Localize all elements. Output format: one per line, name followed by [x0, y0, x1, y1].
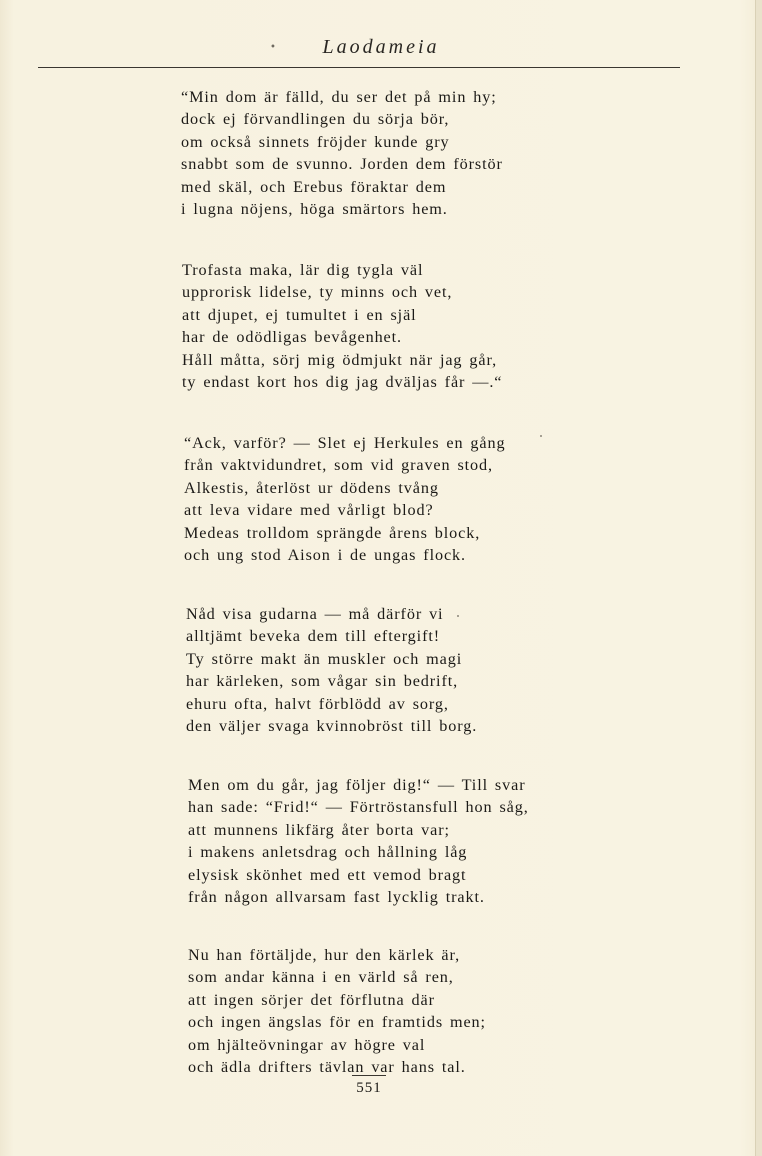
verse-line: att ingen sörjer det förflutna där	[188, 990, 435, 1009]
header-rule	[38, 67, 680, 68]
verse-line: att leva vidare med vårligt blod?	[184, 501, 434, 520]
verse-line: ehuru ofta, halvt förblödd av sorg,	[186, 694, 449, 713]
verse-line: har kärleken, som vågar sin bedrift,	[186, 672, 459, 691]
stanza-4	[186, 603, 477, 737]
stanza-2	[182, 259, 502, 393]
footer-rule	[352, 1075, 386, 1076]
page-number: 551	[356, 1080, 382, 1096]
verse-line: med skäl, och Erebus föraktar dem	[181, 177, 447, 196]
verse-line: att munnens likfärg åter borta var;	[188, 820, 450, 839]
verse-line: Håll måtta, sörj mig ödmjukt när jag går,	[182, 350, 498, 369]
verse-line: Nu han förtäljde, hur den kärlek är,	[188, 946, 461, 964]
verse-line: Ty större makt än muskler och magi	[186, 649, 463, 668]
page-edge	[755, 0, 762, 1156]
verse-line: om hjälteövningar av högre val	[188, 1035, 426, 1054]
verse-line: alltjämt beveka dem till eftergift!	[186, 627, 441, 646]
verse-line: ty endast kort hos dig jag dväljas får —.“	[182, 373, 503, 392]
verse-line: i makens anletsdrag och hållning låg	[188, 843, 468, 862]
verse-line: i lugna nöjens, höga smärtors hem.	[181, 200, 448, 219]
running-title: Laodameia	[322, 36, 440, 58]
verse-line: Trofasta maka, lär dig tygla väl	[182, 261, 424, 279]
verse-line: Alkestis, återlöst ur dödens tvång	[184, 478, 439, 497]
verse-line: om också sinnets fröjder kunde gry	[181, 132, 450, 151]
verse-line: “Min dom är fälld, du ser det på min hy;	[181, 88, 497, 106]
verse-line: från vaktvidundret, som vid graven stod,	[184, 456, 493, 475]
verse-line: och ingen ängslas för en framtids men;	[188, 1013, 486, 1032]
verse-line: Nåd visa gudarna — må därför vi	[186, 605, 444, 623]
verse-line: han sade: “Frid!“ — Förtröstansfull hon såg,	[188, 798, 529, 817]
verse-line: snabbt som de svunno. Jorden dem förstör	[181, 155, 503, 174]
stanza-6	[188, 944, 486, 1078]
verse-line: den väljer svaga kvinnobröst till borg.	[186, 717, 478, 736]
stanza-5	[188, 774, 529, 908]
running-header	[0, 36, 762, 59]
verse-line: “Ack, varför? — Slet ej Herkules en gång	[184, 434, 506, 452]
verse-line: och ädla drifters tävlan var hans tal.	[188, 1058, 466, 1077]
verse-line: elysisk skönhet med ett vemod bragt	[188, 865, 467, 884]
header-speck: •	[270, 42, 276, 53]
verse-line: upprorisk lidelse, ty minns och vet,	[182, 283, 453, 302]
verse-line: har de odödligas bevågenhet.	[182, 328, 402, 347]
verse-line: dock ej förvandlingen du sörja bör,	[181, 110, 450, 129]
paper-speck	[457, 615, 459, 617]
verse-line: som andar känna i en värld så ren,	[188, 968, 454, 987]
stanza-1	[181, 86, 503, 220]
stanza-3	[184, 432, 506, 566]
verse-line: Men om du går, jag följer dig!“ — Till svar	[188, 776, 526, 794]
verse-line: från någon allvarsam fast lycklig trakt.	[188, 888, 485, 907]
paper-speck	[540, 435, 542, 437]
verse-line: Medeas trolldom sprängde årens block,	[184, 523, 481, 542]
verse-line: att djupet, ej tumultet i en själ	[182, 305, 417, 324]
verse-line: och ung stod Aison i de ungas flock.	[184, 546, 466, 565]
